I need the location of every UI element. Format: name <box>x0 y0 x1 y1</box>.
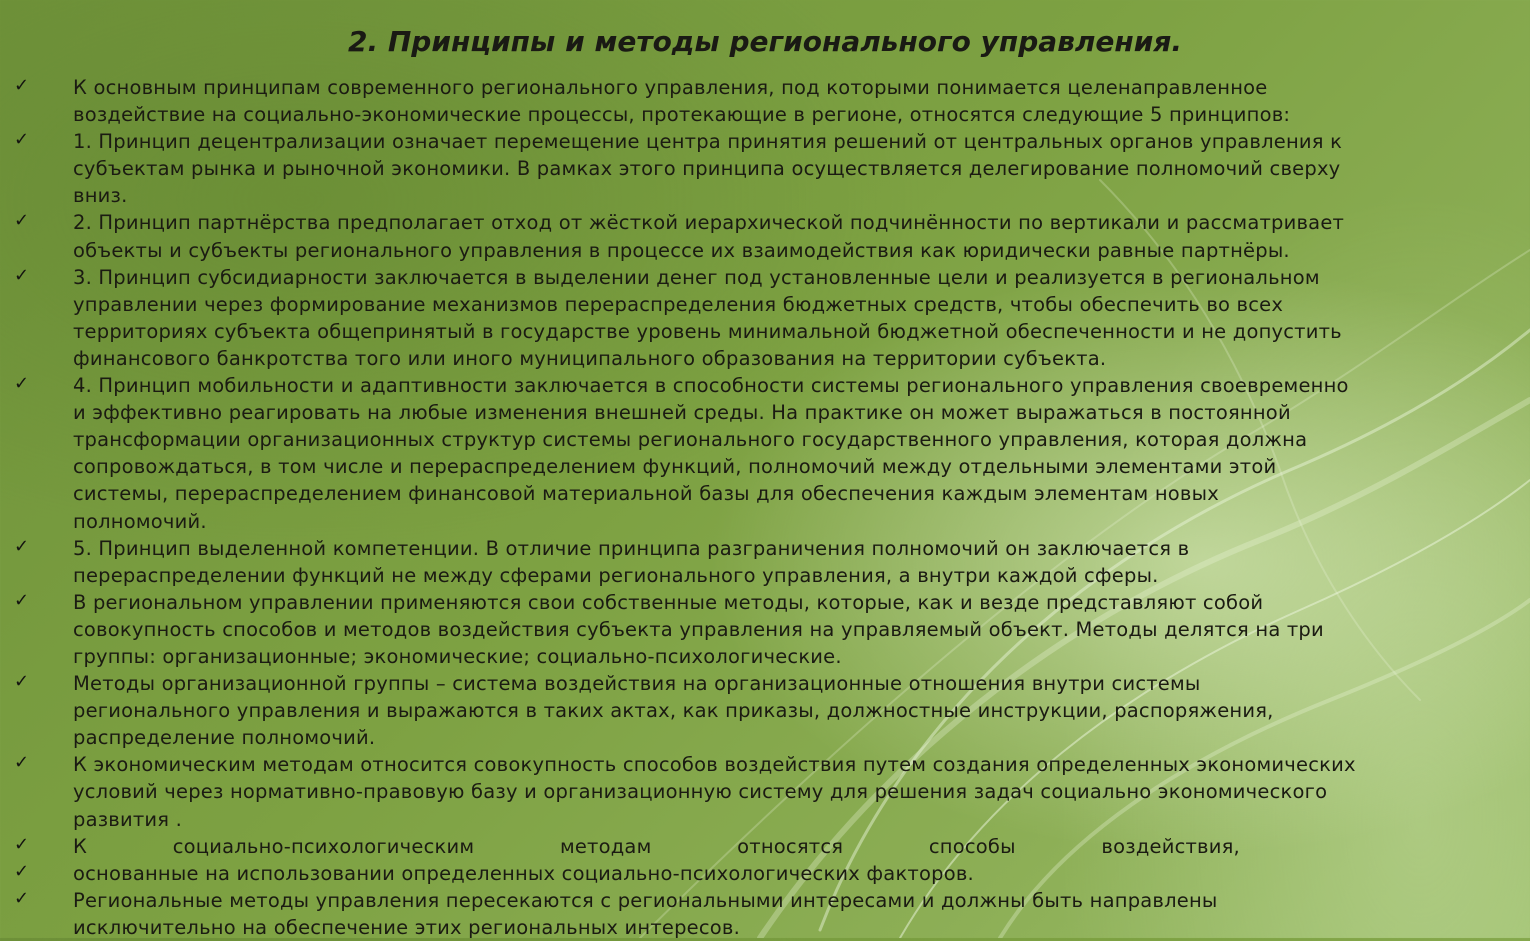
list-item-text-line: распределение полномочий. <box>73 726 376 750</box>
list-item <box>0 264 1530 372</box>
checkmark-icon: ✓ <box>14 833 30 855</box>
list-item-text-line: сопровождаться, в том числе и перераспределением функций, полномочий между отдельными элементами этой <box>73 455 1277 479</box>
list-item-text-line: условий через нормативно-правовую базу и организационную систему для решения задач социально экономического <box>73 780 1328 804</box>
list-item-text-line: полномочий. <box>73 509 207 533</box>
list-item-text-line: субъектам рынка и рыночной экономики. В рамках этого принципа осуществляется делегирование полномочий сверху <box>73 157 1341 181</box>
list-item-text-line: 5. Принцип выделенной компетенции. В отличие принципа разграничения полномочий он заключается в <box>73 536 1190 560</box>
list-item <box>0 74 1530 128</box>
list-item-word: способы <box>928 834 1016 858</box>
list-item-text-line: финансового банкротства того или иного муниципального образования на территории субъекта. <box>73 346 1107 370</box>
list-item-word: методам <box>559 834 652 858</box>
list-item <box>0 751 1530 832</box>
checkmark-icon: ✓ <box>14 129 30 151</box>
checkmark-icon: ✓ <box>14 887 30 909</box>
list-item-text-line: В региональном управлении применяются свои собственные методы, которые, как и везде представляют собой <box>73 590 1264 614</box>
checkmark-icon: ✓ <box>14 373 30 395</box>
list-item-text-line: регионального управления и выражаются в таких актах, как приказы, должностные инструкции, распоряжения, <box>73 699 1274 723</box>
checkmark-icon: ✓ <box>14 75 30 96</box>
list-item <box>0 833 1530 860</box>
list-item-text-line: исключительно на обеспечение этих региональных интересов. <box>73 915 741 939</box>
list-item-text-line: 1. Принцип децентрализации означает перемещение центра принятия решений от центральных органов управления к <box>73 130 1343 154</box>
list-item-text-line: вниз. <box>73 184 128 208</box>
list-item <box>0 887 1530 941</box>
list-item-word: К <box>73 834 88 858</box>
page-title: 2. Принципы и методы регионального управления. <box>348 25 1182 58</box>
list-item-text-line: Региональные методы управления пересекаются с региональными интересами и должны быть направлены <box>73 888 1218 912</box>
list-item-text-line: Методы организационной группы – система воздействия на организационные отношения внутри системы <box>73 672 1201 696</box>
list-item-text-line <box>73 833 1240 860</box>
checkmark-icon: ✓ <box>14 589 30 611</box>
list-item-text-line: совокупность способов и методов воздействия субъекта управления на управляемый объект. Методы делятся на три <box>73 617 1324 641</box>
checkmark-icon: ✓ <box>14 860 30 882</box>
list-item-text-line: управлении через формирование механизмов перераспределения бюджетных средств, чтобы обеспечить во всех <box>73 292 1284 316</box>
checkmark-icon: ✓ <box>14 671 30 693</box>
list-item-text-line: группы: организационные; экономические; социально-психологические. <box>73 644 842 668</box>
list-item-text-line: и эффективно реагировать на любые изменения внешней среды. На практике он может выражаться в постоянной <box>73 401 1291 425</box>
checkmark-icon: ✓ <box>14 210 30 232</box>
list-item-text-line: 3. Принцип субсидиарности заключается в выделении денег под установленные цели и реализуется в региональном <box>73 265 1320 289</box>
list-item <box>0 209 1530 263</box>
checkmark-icon: ✓ <box>14 752 30 774</box>
checkmark-icon: ✓ <box>14 264 30 286</box>
list-item <box>0 372 1530 535</box>
list-item <box>0 589 1530 670</box>
list-item-word: воздействия, <box>1101 834 1240 858</box>
list-item-text-line: трансформации организационных структур системы регионального государственного управления, которая должна <box>73 428 1308 452</box>
list-item-text-line: основанные на использовании определенных социально-психологических факторов. <box>73 861 974 885</box>
list-item-text-line: территориях субъекта общепринятый в государстве уровень минимальной бюджетной обеспеченности и не допустить <box>73 319 1342 343</box>
list-item <box>0 670 1530 751</box>
list-item-text-line: К экономическим методам относится совокупность способов воздействия путем создания определенных экономических <box>73 753 1356 777</box>
list-item-word: социально-психологическим <box>172 834 475 858</box>
list-item-text-line: перераспределении функций не между сферами регионального управления, а внутри каждой сферы. <box>73 563 1159 587</box>
list-item-text-line: К основным принципам современного регионального управления, под которыми понимается целенаправленное <box>73 76 1268 99</box>
list-item <box>0 860 1530 887</box>
list-item-text-line: объекты и субъекты регионального управления в процессе их взаимодействия как юридически равные партнёры. <box>73 238 1290 262</box>
list-item <box>0 535 1530 589</box>
bullet-list <box>0 74 1530 941</box>
list-item-text-line: воздействие на социально-экономические процессы, протекающие в регионе, относятся следующие 5 принципов: <box>73 103 1291 127</box>
checkmark-icon: ✓ <box>14 535 30 557</box>
list-item-text-line: 2. Принцип партнёрства предполагает отход от жёсткой иерархической подчинённости по вертикали и рассматривает <box>73 211 1345 235</box>
list-item-word: относятся <box>737 834 844 858</box>
list-item-text-line: 4. Принцип мобильности и адаптивности заключается в способности системы регионального управления своевременно <box>73 374 1349 398</box>
list-item-text-line: развития . <box>73 807 183 831</box>
list-item-text-line: системы, перераспределением финансовой материальной базы для обеспечения каждым элементам новых <box>73 482 1219 506</box>
list-item <box>0 128 1530 209</box>
